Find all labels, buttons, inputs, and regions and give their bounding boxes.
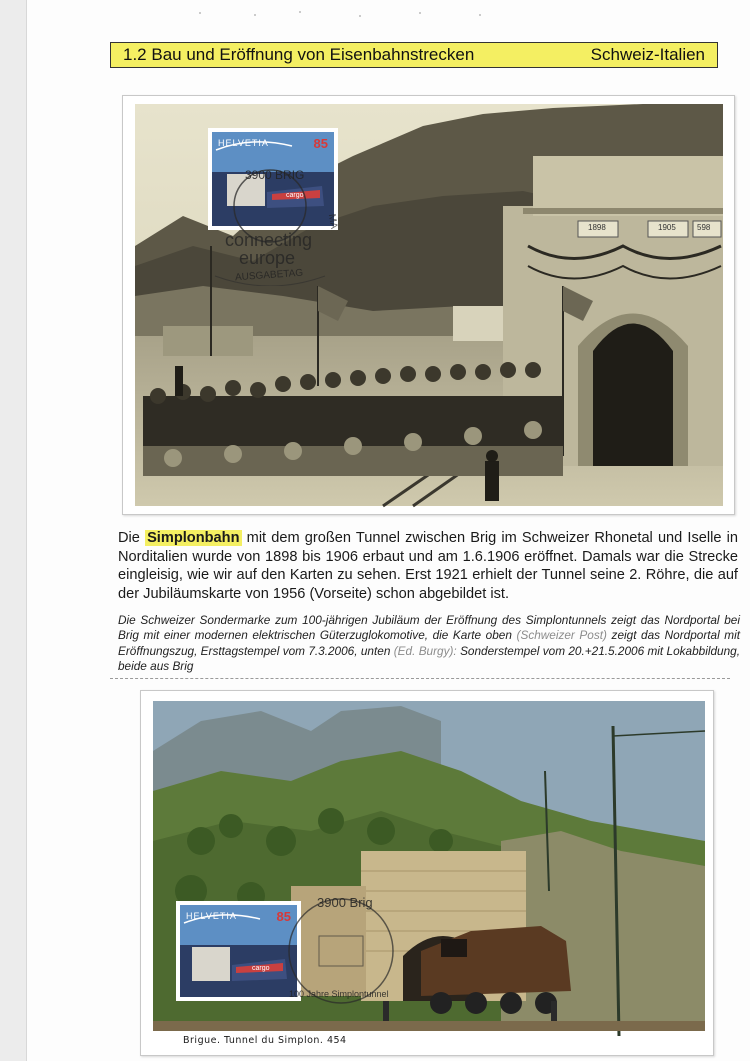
main-paragraph (118, 529, 738, 603)
stamp-bottom-cargo: cargo (252, 965, 270, 972)
maximum-card-top (122, 95, 735, 515)
special-cancel-slogan: 100 Jahre Simplontunnel (289, 989, 389, 999)
portal-year-far: 598 (697, 223, 711, 232)
note-publisher2: (Ed. Burgy): (393, 643, 457, 658)
note-part3: Sonderstempel vom 20.+21.5.2006 mit Lokabbildung, beide aus Brig (118, 643, 740, 673)
maximum-card-bottom (140, 690, 714, 1056)
stamp-top-cargo: cargo (286, 192, 304, 199)
stamp-top-country: HELVETIA (218, 138, 269, 148)
section-header (110, 42, 718, 68)
special-cancel (281, 891, 401, 1011)
postcard-caption: Brigue. Tunnel du Simplon. 454 (183, 1035, 347, 1046)
note-part2: zeigt das Nordportal mit Eröffnungszug, Ersttagstempel vom 7.3.2006, unten (118, 628, 740, 658)
scan-edge (0, 0, 27, 1061)
paper-specks (180, 8, 500, 20)
cancel-slogan-1: connecting (225, 230, 313, 250)
paragraph-prefix: Die (118, 530, 140, 546)
stamp-top-value: 85 (313, 136, 328, 151)
portal-year-left: 1898 (588, 223, 606, 232)
stamp-bottom-country: HELVETIA (186, 911, 237, 921)
cancel-date-label: AUSGABETAG (234, 267, 304, 284)
first-day-cancel (195, 166, 345, 286)
simplonbahn-highlight: Simplonbahn (147, 530, 240, 546)
portal-year-right: 1905 (658, 223, 676, 232)
note-publisher1: (Schweizer Post) (516, 628, 607, 643)
cancel-town: 3900 BRIG (245, 168, 305, 182)
cancel-edge: MA (325, 213, 340, 230)
cancel-slogan-2: europe (239, 248, 296, 268)
section-title: 1.2 Bau und Eröffnung von Eisenbahnstrecken (123, 45, 475, 64)
stamp-note (118, 613, 740, 674)
paragraph-text: mit dem großen Tunnel zwischen Brig im Schweizer Rhonetal und Iselle in Norditalien wurde von 1898 bis 1906 erbaut und am 1.6.1906 eröffnet. Damals war die Strecke eingleisig, wie wir auf den Karten zu sehen. Erst 1921 erhielt der Tunnel seine 2. Röhre, die auf der Jubiläumskarte von 1956 (Vorseite) schon abgebildet ist. (118, 530, 739, 602)
section-divider (110, 678, 730, 679)
special-cancel-town: 3900 Brig (317, 895, 373, 910)
section-region: Schweiz-Italien (590, 45, 705, 64)
stamp-bottom-value: 85 (276, 909, 291, 924)
note-part1: Die Schweizer Sondermarke zum 100-jährigen Jubiläum der Eröffnung des Simplontunnels zeigt das Nordportal bei Brig mit einer modernen elektrischen Güterzuglokomotive, die Karte oben (118, 613, 740, 643)
